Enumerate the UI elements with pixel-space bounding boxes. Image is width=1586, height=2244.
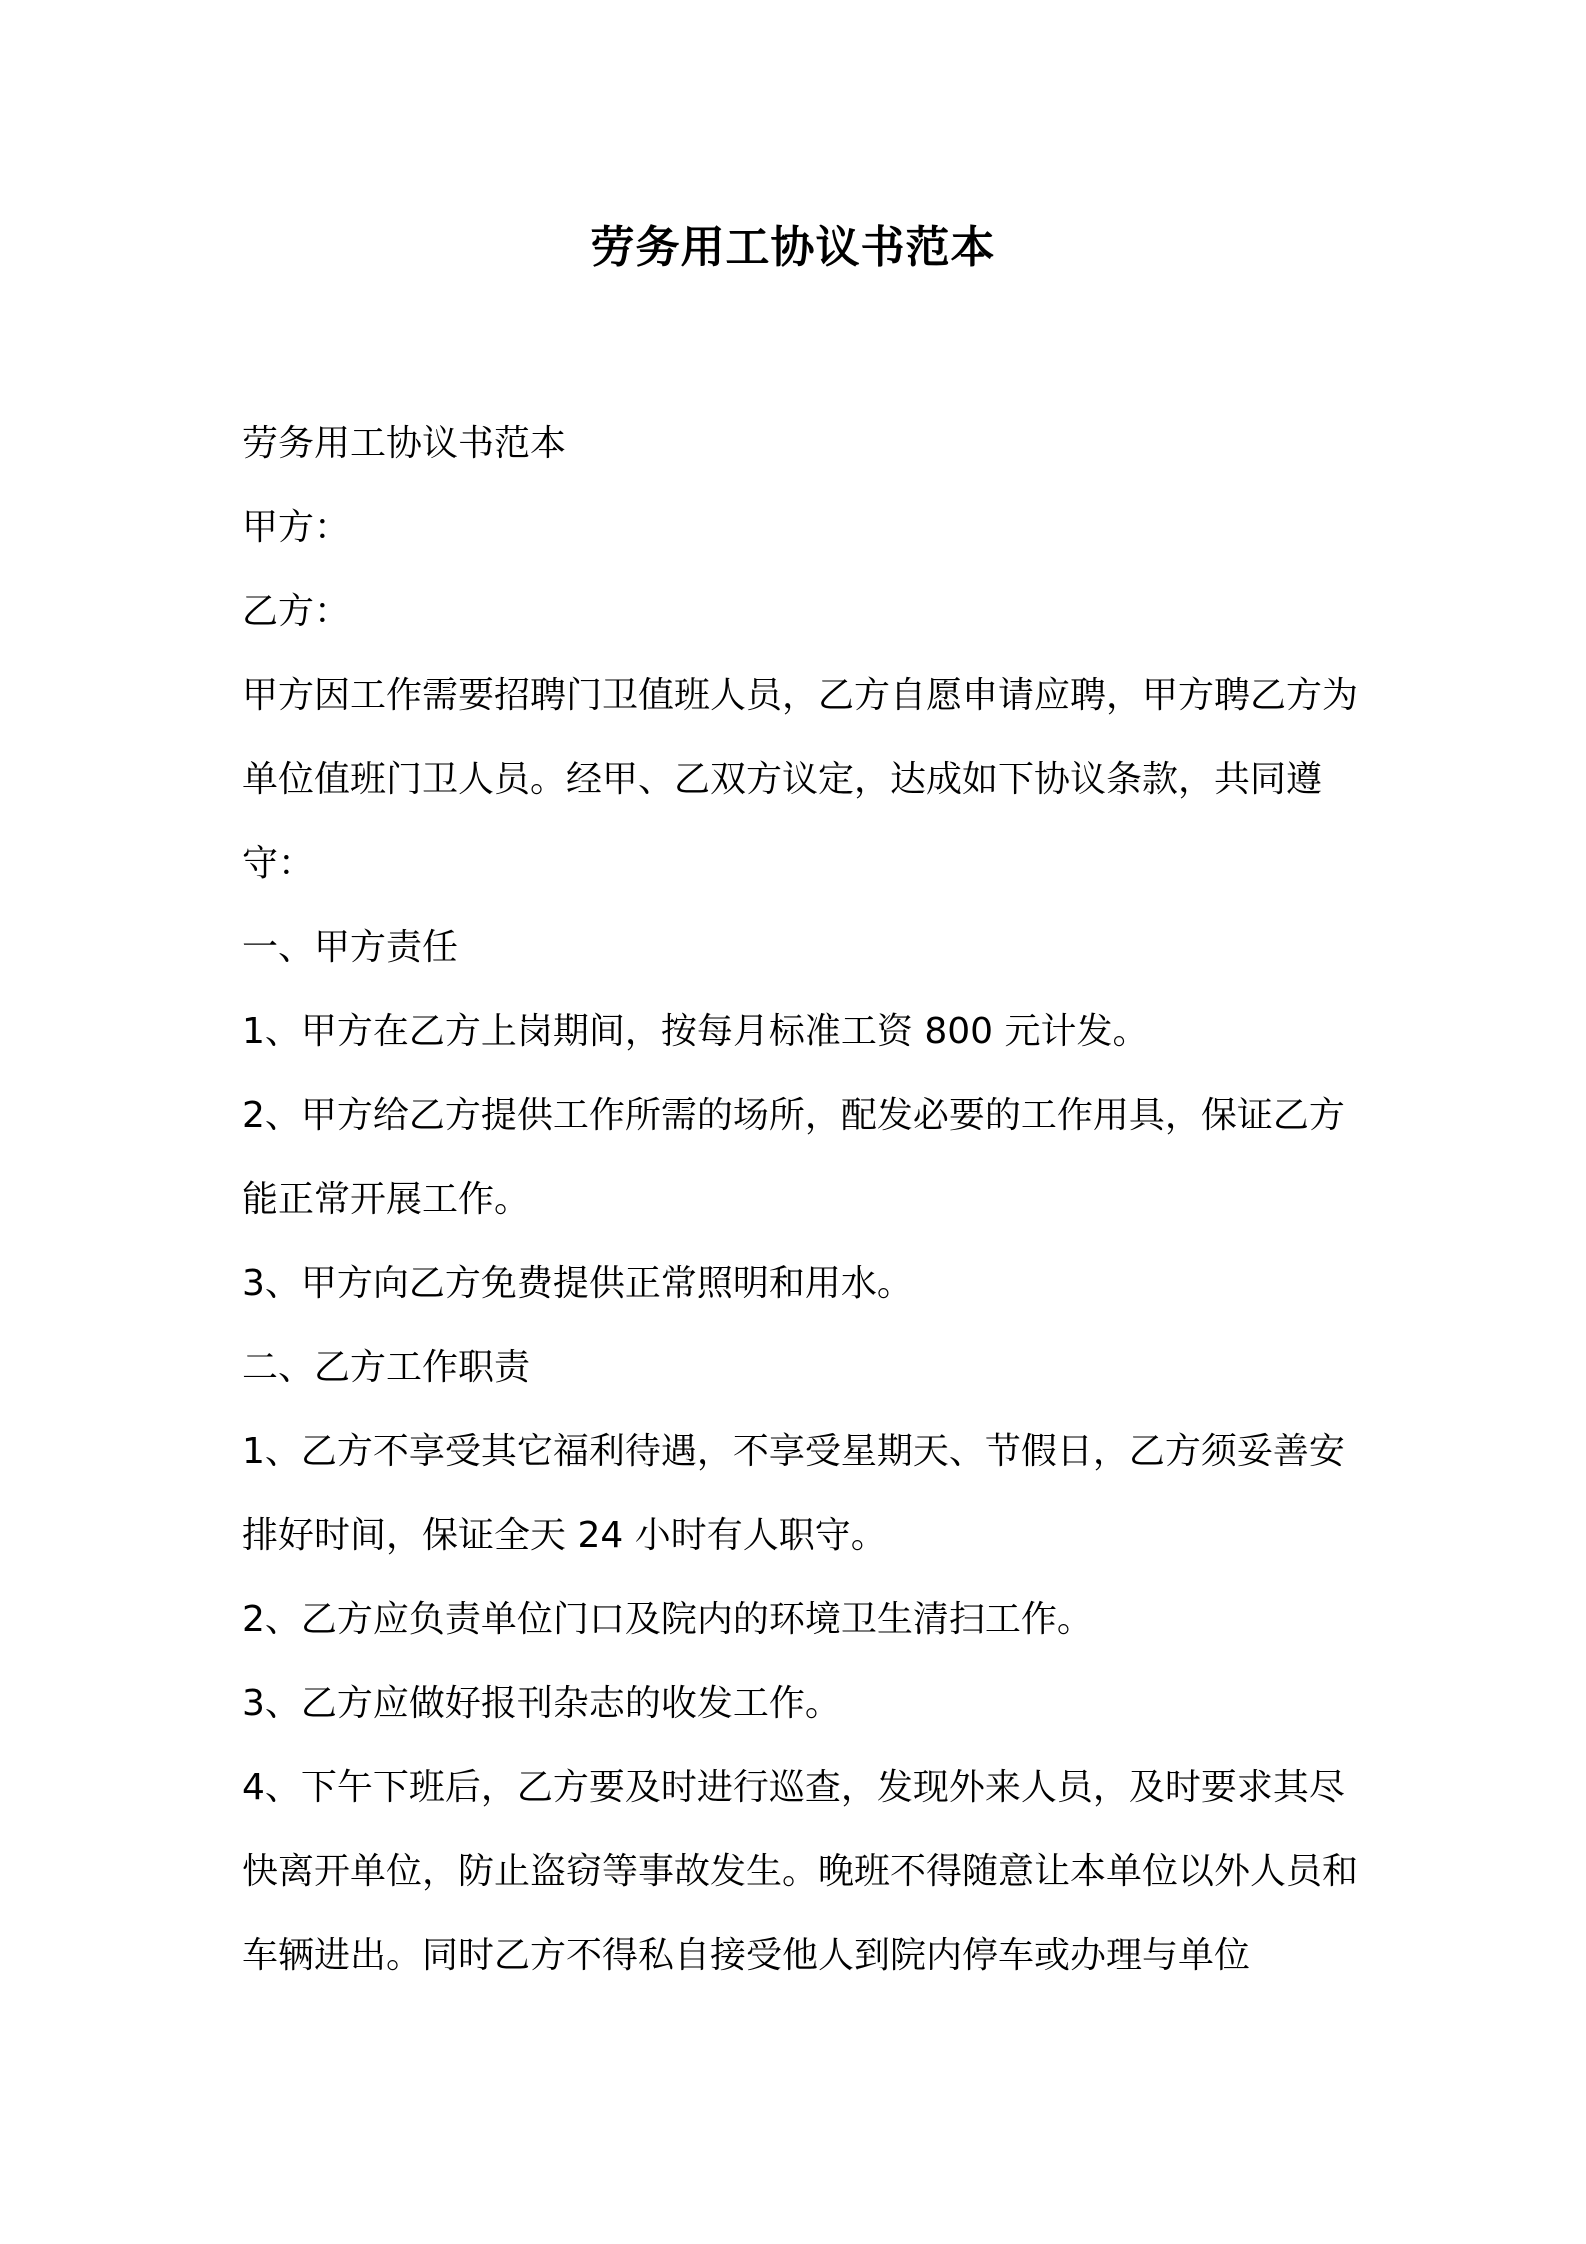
party-a-line: 甲方： [242, 507, 351, 548]
party-a-clause-3: 3、甲方向乙方免费提供正常照明和用水。 [242, 1263, 913, 1304]
document-title: 劳务用工协议书范本 [590, 222, 996, 273]
party-b-clause-2: 2、乙方应负责单位门口及院内的环境卫生清扫工作。 [242, 1599, 1093, 1640]
section-heading-party-a: 一、甲方责任 [242, 927, 459, 968]
section-heading-party-b: 二、乙方工作职责 [242, 1347, 531, 1388]
party-b-clause-3: 3、乙方应做好报刊杂志的收发工作。 [242, 1683, 841, 1724]
party-a-clause-1: 1、甲方在乙方上岗期间，按每月标准工资 800 元计发。 [242, 1011, 1149, 1052]
party-b-clause-1: 1、乙方不享受其它福利待遇，不享受星期天、节假日，乙方须妥善安排好时间，保证全天 24 小时有人职守。 [242, 1431, 1345, 1556]
intro-paragraph: 甲方因工作需要招聘门卫值班人员，乙方自愿申请应聘，甲方聘乙方为单位值班门卫人员。经甲、乙双方议定，达成如下协议条款，共同遵守： [242, 675, 1359, 884]
document-body [242, 402, 1362, 1998]
party-b-line: 乙方： [242, 591, 351, 632]
party-a-clause-2: 2、甲方给乙方提供工作所需的场所，配发必要的工作用具，保证乙方能正常开展工作。 [242, 1095, 1345, 1220]
party-b-clause-4: 4、下午下班后，乙方要及时进行巡查，发现外来人员，及时要求其尽快离开单位，防止盗窃等事故发生。晚班不得随意让本单位以外人员和车辆进出。同时乙方不得私自接受他人到院内停车或办理与单位 [242, 1767, 1359, 1976]
paragraph-heading: 劳务用工协议书范本 [242, 423, 567, 464]
